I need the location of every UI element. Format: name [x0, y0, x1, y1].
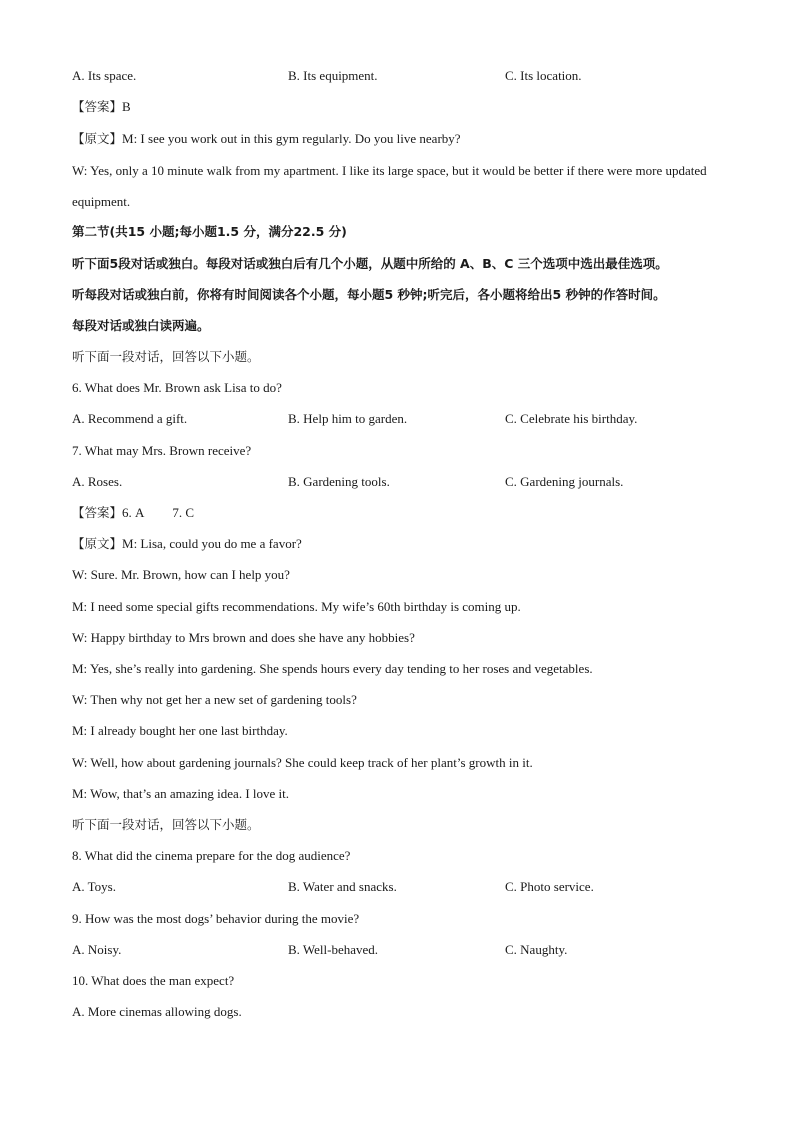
- script-text: M: Lisa, could you do me a favor?: [122, 536, 302, 551]
- answer-7: 7. C: [172, 505, 195, 520]
- script-line-8: W: Well, how about gardening journals? She could keep track of her plant’s growth in it.: [72, 755, 533, 770]
- script-line-6: W: Then why not get her a new set of gardening tools?: [72, 692, 357, 707]
- question-10: 10. What does the man expect?: [72, 973, 235, 988]
- q9-option-c: C. Naughty.: [505, 942, 568, 957]
- script-line-2: W: Sure. Mr. Brown, how can I help you?: [72, 567, 290, 582]
- q8-option-a: A. Toys.: [72, 879, 116, 894]
- q8-option-b: B. Water and snacks.: [288, 879, 397, 894]
- script-line-1: [72, 535, 302, 553]
- question-9: 9. How was the most dogs’ behavior during the movie?: [72, 911, 360, 926]
- q8-option-c: C. Photo service.: [505, 879, 594, 894]
- q6-option-c: C. Celebrate his birthday.: [505, 411, 638, 426]
- section-instruction-2: 听每段对话或独白前，你将有时间阅读各个小题，每小题5 秒钟;听完后，各小题将给出5 秒钟的作答时间。: [72, 287, 666, 302]
- dialogue-intro: 听下面一段对话，回答以下小题。: [72, 817, 260, 832]
- answer-value: B: [122, 99, 131, 114]
- script-line-4: W: Happy birthday to Mrs brown and does she have any hobbies?: [72, 630, 415, 645]
- section-instruction-1: 听下面5段对话或独白。每段对话或独白后有几个小题，从题中所给的 A、B、C 三个选项中选出最佳选项。: [72, 256, 668, 271]
- q5-script-line-2: W: Yes, only a 10 minute walk from my apartment. I like its large space, but it would be better if there were more updated equipment.: [72, 163, 707, 209]
- q9-option-a: A. Noisy.: [72, 942, 122, 957]
- section-instruction-3: 每段对话或独白读两遍。: [72, 318, 210, 333]
- question-6: 6. What does Mr. Brown ask Lisa to do?: [72, 380, 282, 395]
- question-8: 8. What did the cinema prepare for the dog audience?: [72, 848, 351, 863]
- q10-option-a: A. More cinemas allowing dogs.: [72, 1004, 242, 1019]
- answer-label: 【答案】: [72, 505, 123, 520]
- answers-6-7: [72, 504, 194, 522]
- answer-6: 6. A: [122, 505, 145, 520]
- question-7: 7. What may Mrs. Brown receive?: [72, 443, 252, 458]
- answer-label: 【答案】: [72, 99, 123, 114]
- q6-option-a: A. Recommend a gift.: [72, 411, 188, 426]
- q6-option-b: B. Help him to garden.: [288, 411, 408, 426]
- script-text: M: I see you work out in this gym regularly. Do you live nearby?: [122, 131, 461, 146]
- q5-option-b: B. Its equipment.: [288, 68, 378, 83]
- script-label: 【原文】: [72, 536, 123, 551]
- script-line-7: M: I already bought her one last birthday.: [72, 723, 288, 738]
- q5-script-line-1: [72, 130, 461, 148]
- script-line-9: M: Wow, that’s an amazing idea. I love it.: [72, 786, 290, 801]
- dialogue-intro: 听下面一段对话，回答以下小题。: [72, 349, 260, 364]
- q7-option-b: B. Gardening tools.: [288, 474, 390, 489]
- q5-answer: [72, 98, 131, 116]
- script-line-3: M: I need some special gifts recommendations. My wife’s 60th birthday is coming up.: [72, 599, 521, 614]
- q9-option-b: B. Well-behaved.: [288, 942, 379, 957]
- script-label: 【原文】: [72, 131, 123, 146]
- q5-option-c: C. Its location.: [505, 68, 582, 83]
- q5-option-a: A. Its space.: [72, 68, 137, 83]
- script-line-5: M: Yes, she’s really into gardening. She spends hours every day tending to her roses and vegetables.: [72, 661, 593, 676]
- section-heading: 第二节(共15 小题;每小题1.5 分，满分22.5 分): [72, 224, 347, 239]
- q7-option-c: C. Gardening journals.: [505, 474, 624, 489]
- q7-option-a: A. Roses.: [72, 474, 123, 489]
